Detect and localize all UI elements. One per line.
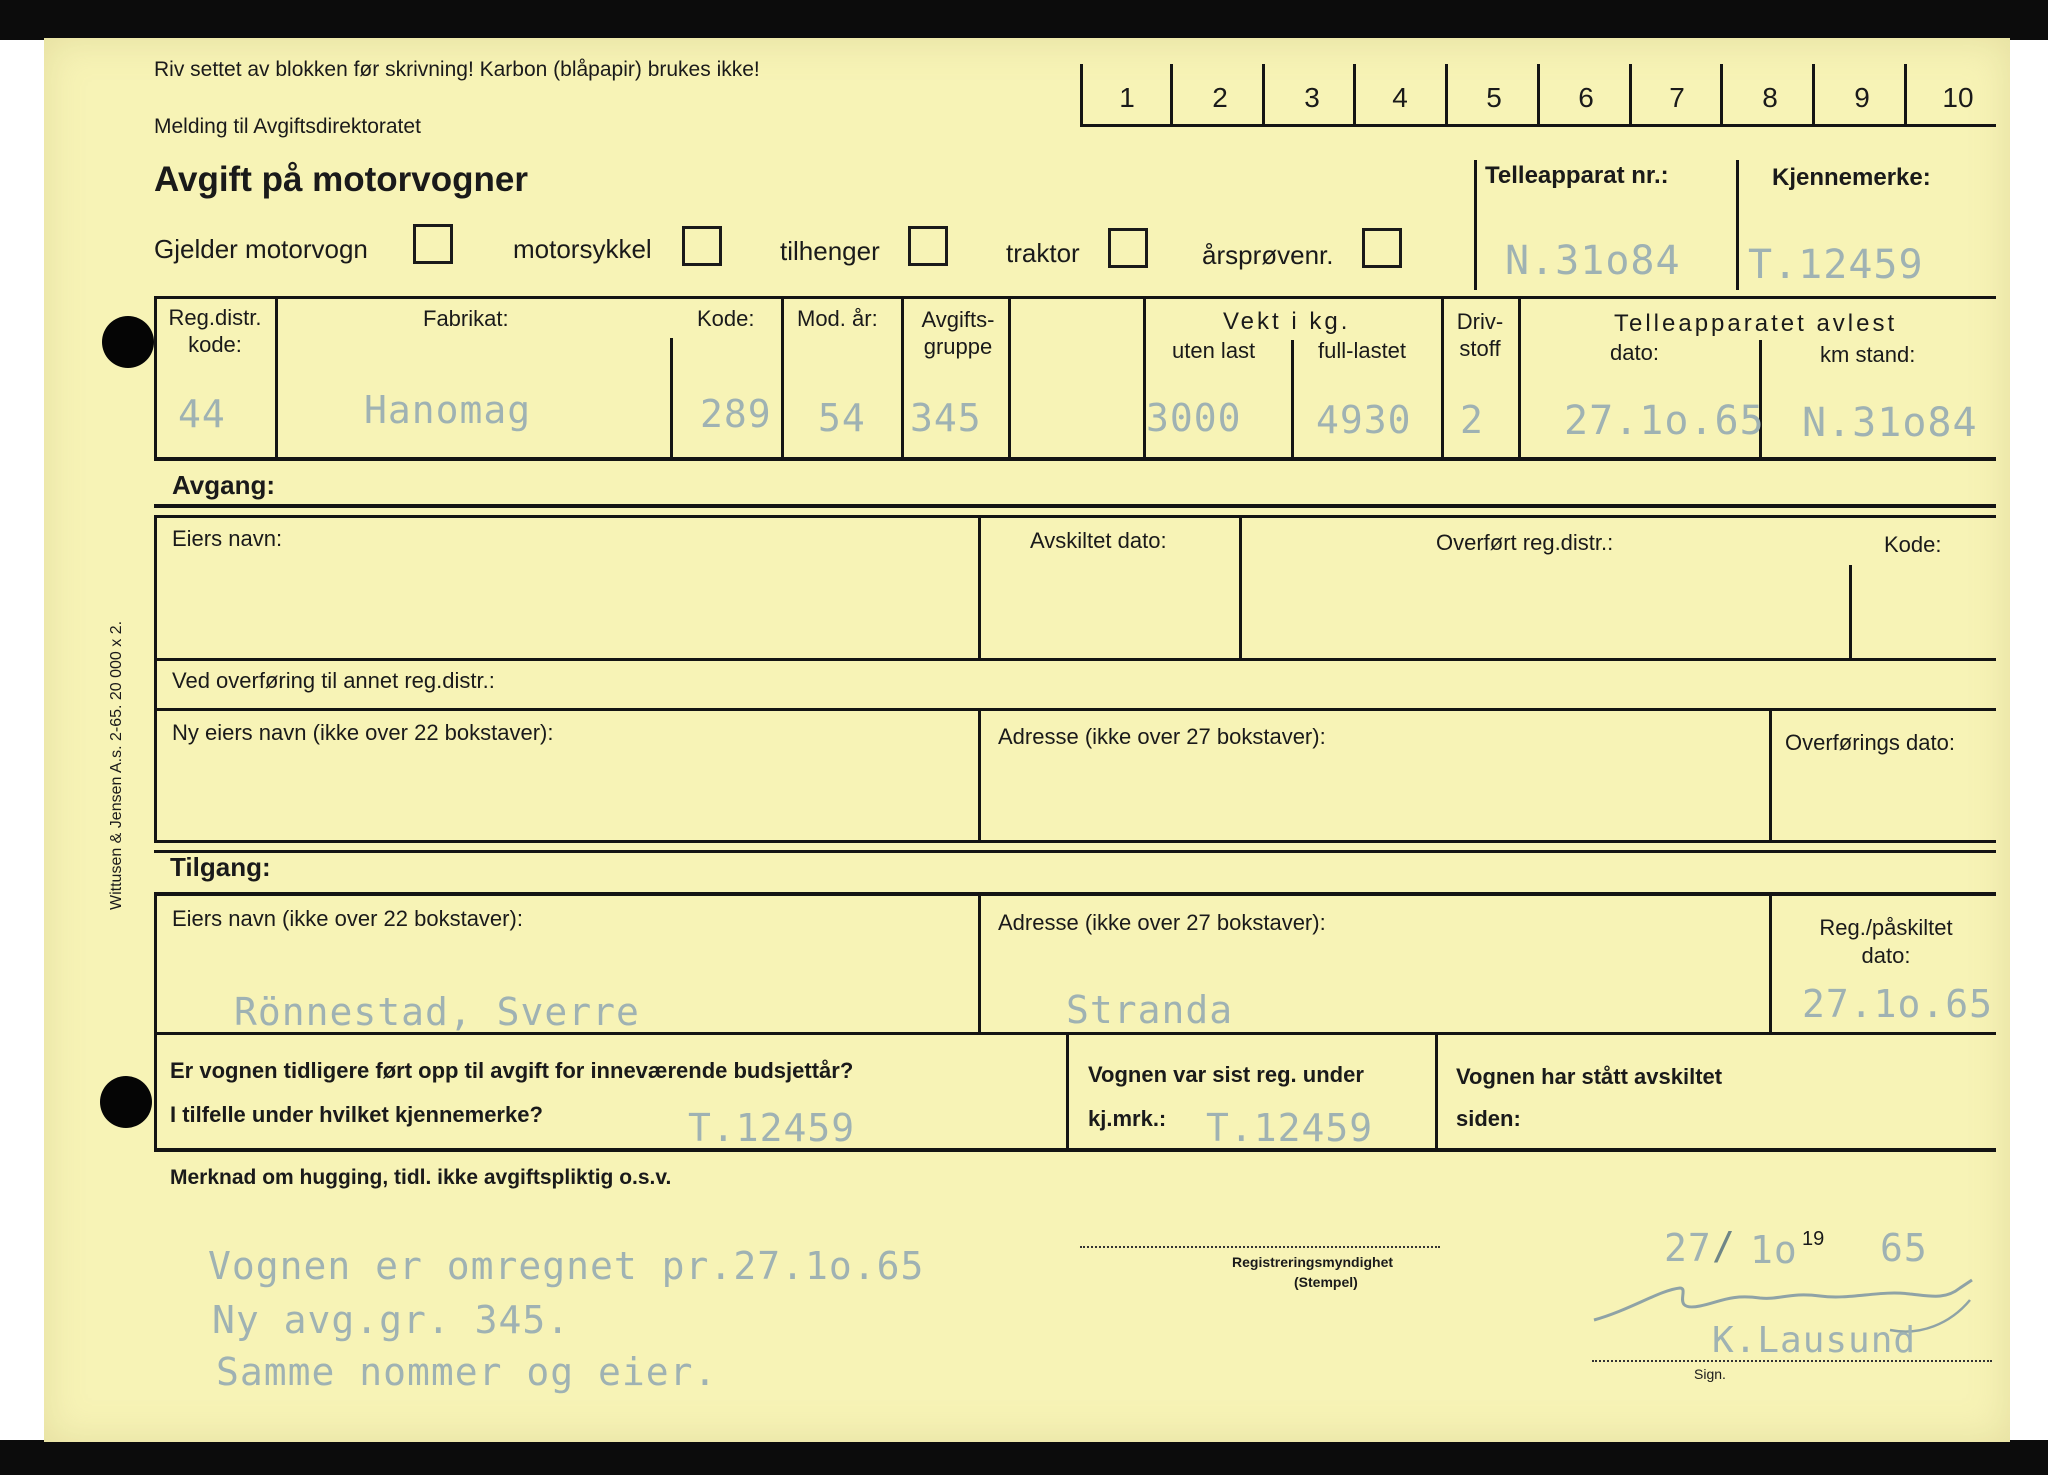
avgifts-value: 345 xyxy=(910,396,982,440)
reg-paskiltet-value: 27.1o.65 xyxy=(1802,982,1994,1026)
tilgang-title: Tilgang: xyxy=(170,852,271,882)
date-year: 65 xyxy=(1880,1226,1928,1270)
number-box-10: 10 xyxy=(1942,82,1974,113)
date-separator: / xyxy=(1712,1224,1736,1268)
instruction-text: Riv settet av blokken før skrivning! Karbon (blåpapir) brukes ikke! xyxy=(154,58,760,81)
arsprovenr-checkbox[interactable] xyxy=(1362,228,1402,268)
driv-label: Driv- stoff xyxy=(1456,309,1504,361)
km-stand-label: km stand: xyxy=(1820,342,1916,367)
header-divider-mid xyxy=(1736,160,1739,290)
punch-hole-top xyxy=(102,316,154,368)
registreringsmyndighet-label: Registreringsmyndighet xyxy=(1232,1254,1394,1270)
regdistr-label: Reg.distr. kode: xyxy=(168,305,262,357)
printer-imprint: Wittusen & Jensen A.s. 2-65. 20 000 x 2. xyxy=(108,620,125,910)
date-century: 19 xyxy=(1802,1228,1825,1250)
avgifts-label: Avgifts- gruppe xyxy=(921,307,995,359)
tilhenger-label: tilhenger xyxy=(780,236,880,266)
kjennemerke-value: T.12459 xyxy=(1748,242,1924,288)
number-box-4: 4 xyxy=(1392,82,1408,113)
number-box-8: 8 xyxy=(1762,82,1778,113)
melding-text: Melding til Avgiftsdirektoratet xyxy=(154,115,421,138)
sign-label: Sign. xyxy=(1694,1366,1726,1382)
signature-dotted-line xyxy=(1592,1360,1992,1362)
avgang-adresse-label: Adresse (ikke over 27 bokstaver): xyxy=(998,724,1326,749)
driv-value: 2 xyxy=(1460,398,1484,442)
kode-label: Kode: xyxy=(697,306,755,331)
avlest-dato-value: 27.1o.65 xyxy=(1564,398,1765,444)
merknad-line-2: Ny avg.gr. 345. xyxy=(212,1298,571,1342)
sist-reg-value: T.12459 xyxy=(1206,1106,1374,1150)
stempel-label: (Stempel) xyxy=(1294,1274,1358,1290)
traktor-label: traktor xyxy=(1006,238,1080,268)
merknad-line-3: Samme nommer og eier. xyxy=(216,1350,718,1394)
km-stand-value: N.31o84 xyxy=(1802,400,1978,446)
motorvogn-checkbox[interactable] xyxy=(413,224,453,264)
number-box-6: 6 xyxy=(1578,82,1594,113)
motorsykkel-checkbox[interactable] xyxy=(682,226,722,266)
number-box-7: 7 xyxy=(1669,82,1685,113)
motorsykkel-label: motorsykkel xyxy=(513,234,652,264)
avskiltet-dato-label: Avskiltet dato: xyxy=(1030,528,1167,553)
fabrikat-label: Fabrikat: xyxy=(423,306,509,331)
tilhenger-checkbox[interactable] xyxy=(908,226,948,266)
telleapparat-avlest-label: Telleapparatet avlest xyxy=(1614,310,1898,337)
overfort-regdistr-label: Overført reg.distr.: xyxy=(1436,530,1614,555)
avgang-eiers-navn-label: Eiers navn: xyxy=(172,526,283,551)
ved-overforing-label: Ved overføring til annet reg.distr.: xyxy=(172,668,495,693)
avskiltet-siden-label-1: Vognen har stått avskiltet xyxy=(1456,1064,1723,1089)
number-box-3: 3 xyxy=(1304,82,1320,113)
avskiltet-siden-label-2: siden: xyxy=(1456,1106,1521,1131)
tidligere-question-1: Er vognen tidligere ført opp til avgift for inneværende budsjettår? xyxy=(170,1058,854,1083)
tilgang-eiers-navn-label: Eiers navn (ikke over 22 bokstaver): xyxy=(172,906,523,931)
avgang-kode-label: Kode: xyxy=(1884,532,1942,557)
tilgang-eiers-navn-value: Rönnestad, Sverre xyxy=(234,990,640,1034)
tilgang-adresse-label: Adresse (ikke over 27 bokstaver): xyxy=(998,910,1326,935)
number-box-2: 2 xyxy=(1212,82,1228,113)
regdistr-value: 44 xyxy=(178,392,226,436)
stamp-dotted-line xyxy=(1080,1246,1440,1248)
merknad-label: Merknad om hugging, tidl. ikke avgiftspliktig o.s.v. xyxy=(170,1166,672,1189)
reg-paskiltet-label: Reg./påskiltet dato: xyxy=(1819,915,1953,968)
traktor-checkbox[interactable] xyxy=(1108,228,1148,268)
full-lastet-value: 4930 xyxy=(1316,398,1412,442)
merknad-line-1: Vognen er omregnet pr.27.1o.65 xyxy=(208,1244,925,1288)
scan-border-bottom xyxy=(0,1440,2048,1475)
uten-last-value: 3000 xyxy=(1146,396,1242,440)
scan-border-top xyxy=(0,0,2048,40)
mod-value: 54 xyxy=(818,396,866,440)
overforings-dato-label: Overførings dato: xyxy=(1785,730,1955,755)
kode-value: 289 xyxy=(700,392,772,436)
telleapparat-value: N.31o84 xyxy=(1505,238,1681,284)
sist-reg-label-2: kj.mrk.: xyxy=(1088,1106,1167,1131)
arsprovenr-label: årsprøvenr. xyxy=(1202,240,1334,270)
mod-label: Mod. år: xyxy=(797,306,878,331)
signature-typed-name: K.Lausund xyxy=(1712,1320,1917,1361)
vekt-label: Vekt i kg. xyxy=(1223,308,1351,335)
sist-reg-label-1: Vognen var sist reg. under xyxy=(1088,1062,1364,1087)
form-title: Avgift på motorvogner xyxy=(154,160,528,199)
ny-eiers-navn-label: Ny eiers navn (ikke over 22 bokstaver): xyxy=(172,720,554,745)
punch-hole-bottom xyxy=(100,1076,152,1128)
tidligere-kjennemerke-value: T.12459 xyxy=(688,1106,856,1150)
telleapparat-label: Telleapparat nr.: xyxy=(1485,162,1669,189)
number-box-9: 9 xyxy=(1854,82,1870,113)
avgang-title: Avgang: xyxy=(172,470,276,500)
kjennemerke-label: Kjennemerke: xyxy=(1772,164,1931,191)
date-month: 1o xyxy=(1750,1228,1798,1272)
avlest-dato-label: dato: xyxy=(1610,340,1659,365)
uten-last-label: uten last xyxy=(1172,338,1256,363)
date-day: 27 xyxy=(1664,1226,1712,1270)
full-lastet-label: full-lastet xyxy=(1318,338,1407,363)
tilgang-adresse-value: Stranda xyxy=(1066,988,1234,1032)
number-box-1: 1 xyxy=(1119,82,1135,113)
header-divider-left xyxy=(1474,160,1477,290)
number-box-5: 5 xyxy=(1486,82,1502,113)
fabrikat-value: Hanomag xyxy=(364,388,532,432)
tidligere-question-2: I tilfelle under hvilket kjennemerke? xyxy=(170,1102,543,1127)
gjelder-motorvogn-label: Gjelder motorvogn xyxy=(154,234,368,264)
